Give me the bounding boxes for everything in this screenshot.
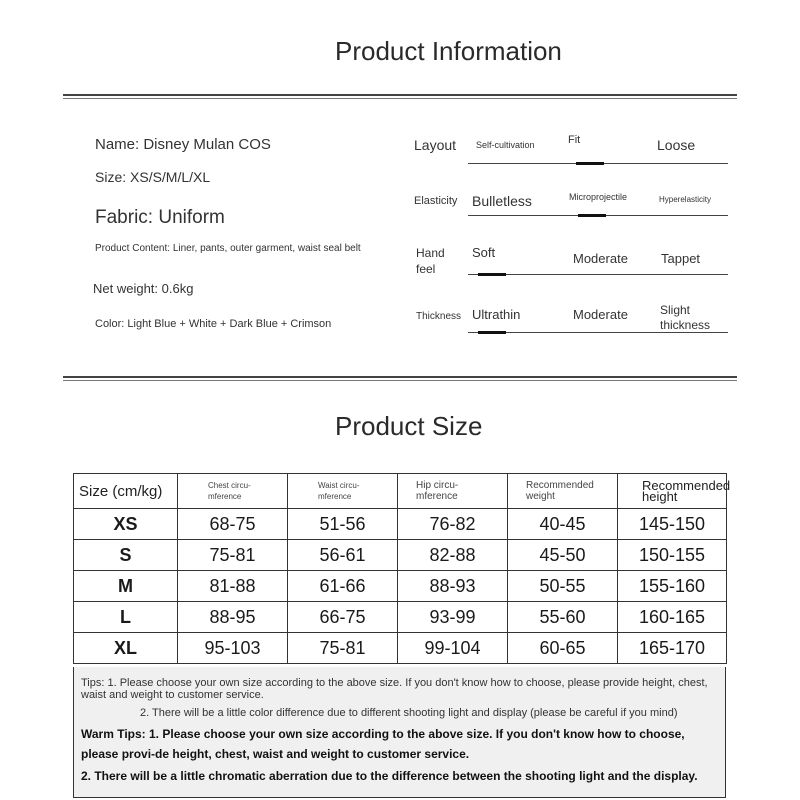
attr-marker [576,162,604,165]
attr-option: Moderate [573,251,628,266]
attr-option: Moderate [573,307,628,322]
size-cell: XS [74,509,178,540]
attr-option: Self-cultivation [476,140,535,150]
attr-option-selected: Microprojectile [569,192,628,202]
product-size-title: Product Size [335,411,483,441]
table-cell: 68-75 [178,509,288,540]
attr-label-hand-feel: Hand feel [416,246,445,276]
table-cell: 88-93 [398,571,508,602]
tip-2: 2. There will be a little color difference due to different shooting light and display (please be careful if you mind) [140,707,678,719]
table-header: Recommended height [618,474,727,509]
warm-tip-2: 2. There will be a little chromatic aberration due to the difference between the shooting light and the display. [81,769,698,783]
product-name: Name: Disney Mulan COS [95,136,271,153]
attr-label-thickness: Thickness [416,311,462,322]
table-cell: 76-82 [398,509,508,540]
table-row [74,633,727,664]
table-cell: 155-160 [618,571,727,602]
table-cell: 66-75 [288,602,398,633]
table-row [74,509,727,540]
table-cell: 75-81 [288,633,398,664]
table-row [74,602,727,633]
table-cell: 61-66 [288,571,398,602]
table-cell: 75-81 [178,540,288,571]
table-cell: 99-104 [398,633,508,664]
product-color: Color: Light Blue + White + Dark Blue + Crimson [95,318,332,330]
product-content: Product Content: Liner, pants, outer garment, waist seal belt [95,243,361,254]
attr-option: Hyperelasticity [659,195,712,204]
table-header: Hip circu-mference [398,474,508,509]
size-cell: XL [74,633,178,664]
product-size-list: Size: XS/S/M/L/XL [95,169,211,185]
attr-label-layout: Layout [414,137,457,153]
table-cell: 93-99 [398,602,508,633]
divider [63,94,737,96]
table-cell: 150-155 [618,540,727,571]
table-header: Size (cm/kg) [74,474,178,509]
table-header: Waist circu-mference [288,474,398,509]
table-header: Recommended weight [508,474,618,509]
attr-option-selected: Ultrathin [472,307,521,322]
divider [63,98,737,99]
table-cell: 88-95 [178,602,288,633]
warm-tip-1: Warm Tips: 1. Please choose your own size according to the above size. If you don't know how to choose, please provi-de height, chest, waist and weight to customer service. [81,727,685,761]
attr-marker [578,214,606,217]
attr-scale-line [468,274,728,275]
divider [63,380,737,381]
table-cell: 55-60 [508,602,618,633]
size-cell: S [74,540,178,571]
table-cell: 145-150 [618,509,727,540]
size-table [73,473,731,664]
table-cell: 40-45 [508,509,618,540]
attr-label-elasticity: Elasticity [414,195,458,207]
table-row [74,540,727,571]
tip-1: Tips: 1. Please choose your own size according to the above size. If you don't know how to choose, please provide height, chest, waist and weight to customer service. [81,677,708,701]
attr-marker [478,331,506,334]
product-weight: Net weight: 0.6kg [93,281,194,296]
attr-option: Tappet [661,251,701,266]
tips-box [73,667,726,798]
attr-option-selected: Fit [568,134,581,146]
table-header-row [74,474,727,509]
divider [63,376,737,378]
table-cell: 82-88 [398,540,508,571]
attr-option: Slight thickness [660,303,711,332]
size-cell: L [74,602,178,633]
attr-marker [478,273,506,276]
table-cell: 81-88 [178,571,288,602]
table-cell: 95-103 [178,633,288,664]
table-cell: 50-55 [508,571,618,602]
attr-option: Bulletless [472,193,532,209]
table-cell: 56-61 [288,540,398,571]
table-cell: 165-170 [618,633,727,664]
table-header: Chest circu-mference [178,474,288,509]
table-cell: 60-65 [508,633,618,664]
attr-option: Loose [657,137,696,153]
attr-option-selected: Soft [472,245,496,260]
table-row [74,571,727,602]
product-fabric: Fabric: Uniform [95,207,225,228]
attr-scale-line [468,332,728,333]
table-cell: 160-165 [618,602,727,633]
table-cell: 45-50 [508,540,618,571]
product-information-title: Product Information [335,36,562,66]
size-cell: M [74,571,178,602]
table-cell: 51-56 [288,509,398,540]
